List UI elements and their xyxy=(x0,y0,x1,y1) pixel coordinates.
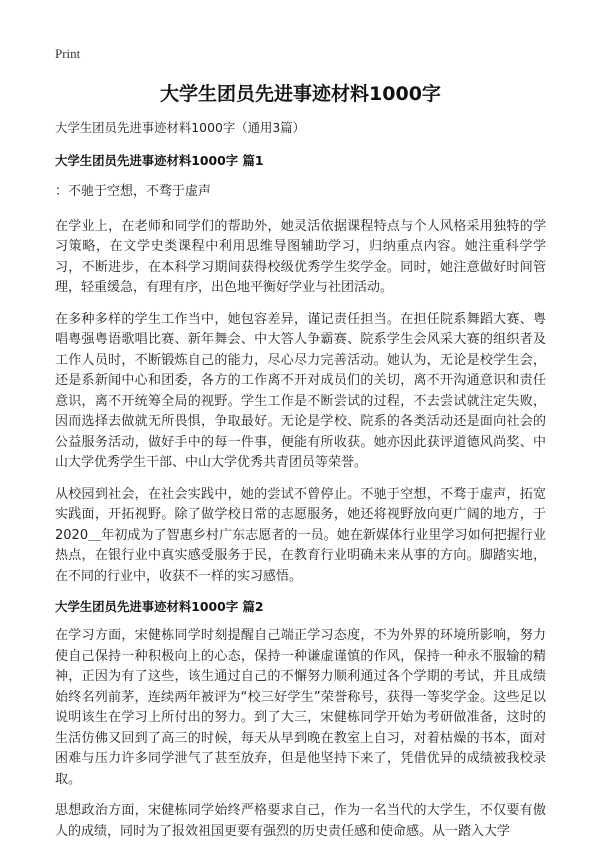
document-subtitle: 大学生团员先进事迹材料1000字（通用3篇） xyxy=(55,120,306,135)
document-title: 大学生团员先进事迹材料1000字 xyxy=(160,83,441,105)
section-1-motto: ：不驰于空想，不骛于虚声 xyxy=(55,184,212,199)
section-1-paragraph-academics: 在学业上，在老师和同学们的帮助外，她灵活依据课程特点与个人风格采用独特的学习策略，在文学史类课程中利用思维导图辅助学习，归纳重点内容。她注重科学学习，不断进步，在本科学习期间获得校级优秀学生奖学金。同时，她注意做好时间管理，轻重缓急，有理有序，出色地平衡好学业与社团活动。 xyxy=(55,218,546,295)
section-heading-1: 大学生团员先进事迹材料1000字 篇1 xyxy=(55,153,264,168)
section-heading-2: 大学生团员先进事迹材料1000字 篇2 xyxy=(55,599,264,614)
print-link[interactable]: Print xyxy=(55,46,81,61)
section-1-paragraph-social-practice: 从校园到社会，在社会实践中，她的尝试不曾停止。不驰于空想，不骛于虚声，拓宽实践面，开拓视野。除了做学校日常的志愿服务，她还将视野放向更广阔的地方，于2020＿年初成为了智惠乡村广东志愿者的一员。她在新媒体行业里学习如何把握行业热点，在银行业中真实感受服务于民，在教育行业明确未来从事的方向。脚踏实地，在不同的行业中，收获不一样的实习感悟。 xyxy=(55,486,546,584)
section-2-paragraph-study: 在学习方面，宋健栋同学时刻提醒自己端正学习态度，不为外界的环境所影响，努力使自己保持一种积极向上的心态，保持一种谦虚谨慎的作风，保持一种永不服输的精神，正因为有了这些，该生通过自己的不懈努力顺利通过各个学期的考试，并且成绩始终名列前茅，连续两年被评为“校三好学生”荣誉称号，获得一等奖学金。这些足以说明该生在学习上所付出的努力。到了大三，宋健栋同学开始为考研做准备，这时的生活仿佛又回到了高三的时候，每天从早到晚在教室上自习，对着枯燥的书本，面对困难与压力许多同学泄气了甚至放弃，但是他坚持下来了，凭借优异的成绩被我校录取。 xyxy=(55,628,546,787)
section-2-paragraph-political: 思想政治方面，宋健栋同学始终严格要求自己，作为一名当代的大学生，不仅要有傲人的成绩，同时为了报效祖国更要有强烈的历史责任感和使命感。从一踏入大学 xyxy=(55,803,546,839)
section-1-paragraph-student-work: 在多种多样的学生工作当中，她包容差异，谨记责任担当。在担任院系舞蹈大赛、粤唱粤强粤语歌唱比赛、新年舞会、中大答人争霸赛、院系学生会风采大赛的组织者及工作人员时，不断锻炼自己的能力，尽心尽力完善活动。她认为，无论是校学生会，还是系新闻中心和团委，各方的工作离不开对成员们的关切，离不开沟通意识和责任意识，离不开统筹全局的视野。学生工作是不断尝试的过程，不去尝试就注定失败，因而选择去做就无所畏惧，争取最好。无论是学校、院系的各类活动还是面向社会的公益服务活动，做好手中的每一件事，便能有所收获。她亦因此获评道德风尚奖、中山大学优秀学生干部、中山大学优秀共青团员等荣誉。 xyxy=(55,311,546,470)
